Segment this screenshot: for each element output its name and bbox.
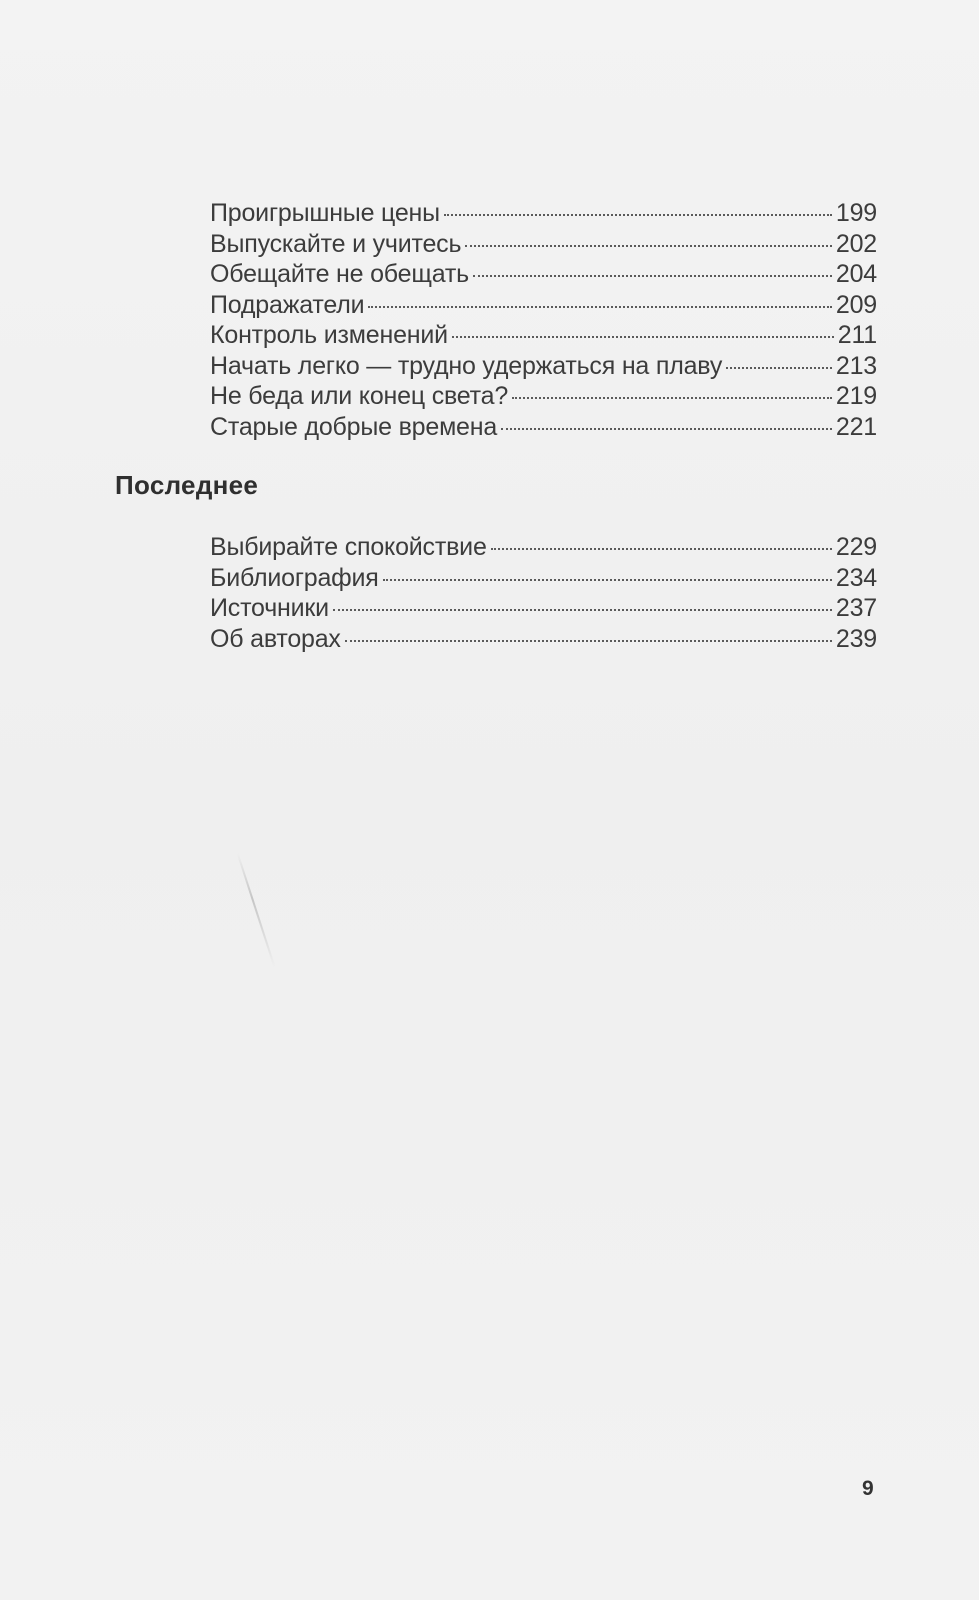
toc-entry-page: 204: [835, 260, 877, 288]
toc-entry-title: Контроль изменений: [210, 321, 448, 349]
dot-leader: [452, 336, 834, 338]
toc-entry: [210, 320, 877, 351]
paper-scratch-mark: [237, 853, 276, 968]
toc-entry-title: Выбирайте спокойствие: [210, 533, 487, 561]
dot-leader: [512, 397, 832, 399]
toc-entry: [210, 624, 877, 655]
dot-leader: [465, 245, 832, 247]
dot-leader: [333, 609, 832, 611]
toc-entry-page: 211: [837, 321, 877, 349]
toc-entry: [210, 259, 877, 290]
toc-entry: [210, 198, 877, 229]
toc-entry-page: 221: [835, 412, 877, 441]
toc-entry-title: Не беда или конец света?: [210, 382, 509, 410]
dot-leader: [501, 428, 832, 430]
dot-leader: [726, 367, 832, 369]
toc-entry-title: Подражатели: [210, 290, 365, 319]
dot-leader: [368, 306, 831, 308]
toc-entry: [210, 381, 877, 412]
toc-entry-page: 213: [835, 351, 877, 380]
toc-entry-title: Выпускайте и учитесь: [210, 229, 462, 258]
dot-leader: [491, 548, 832, 550]
toc-entry-page: 219: [835, 382, 877, 410]
toc-entry: [210, 532, 877, 563]
toc-entry-title: Начать легко — трудно удержаться на плаву: [210, 351, 723, 380]
toc-entry: [210, 351, 877, 382]
dot-leader: [345, 640, 832, 642]
toc-entry: [210, 290, 877, 321]
toc-entry-page: 202: [835, 229, 877, 258]
dot-leader: [383, 579, 832, 581]
toc-entry: [210, 593, 877, 624]
section-heading: Последнее: [115, 470, 259, 500]
toc-list-last-section: [210, 532, 877, 654]
toc-entry-page: 237: [835, 594, 877, 622]
dot-leader: [473, 275, 832, 277]
toc-entry-page: 229: [835, 533, 877, 561]
toc-entry-page: 199: [835, 199, 877, 227]
toc-entry-title: Источники: [210, 594, 329, 622]
toc-entry-title: Проигрышные цены: [210, 199, 440, 227]
toc-entry-title: Старые добрые времена: [210, 412, 498, 441]
dot-leader: [444, 214, 832, 216]
toc-entry-title: Обещайте не обещать: [210, 260, 469, 288]
toc-entry-title: Об авторах: [210, 624, 341, 653]
toc-entry-page: 234: [835, 563, 877, 592]
toc-entry-page: 209: [835, 290, 877, 319]
toc-entry: [210, 229, 877, 260]
page-number: 9: [862, 1477, 874, 1500]
toc-entry: [210, 563, 877, 594]
toc-entry-page: 239: [835, 624, 877, 653]
toc-entry-title: Библиография: [210, 563, 379, 592]
toc-list-previous-section: [210, 198, 877, 442]
toc-entry: [210, 412, 877, 443]
